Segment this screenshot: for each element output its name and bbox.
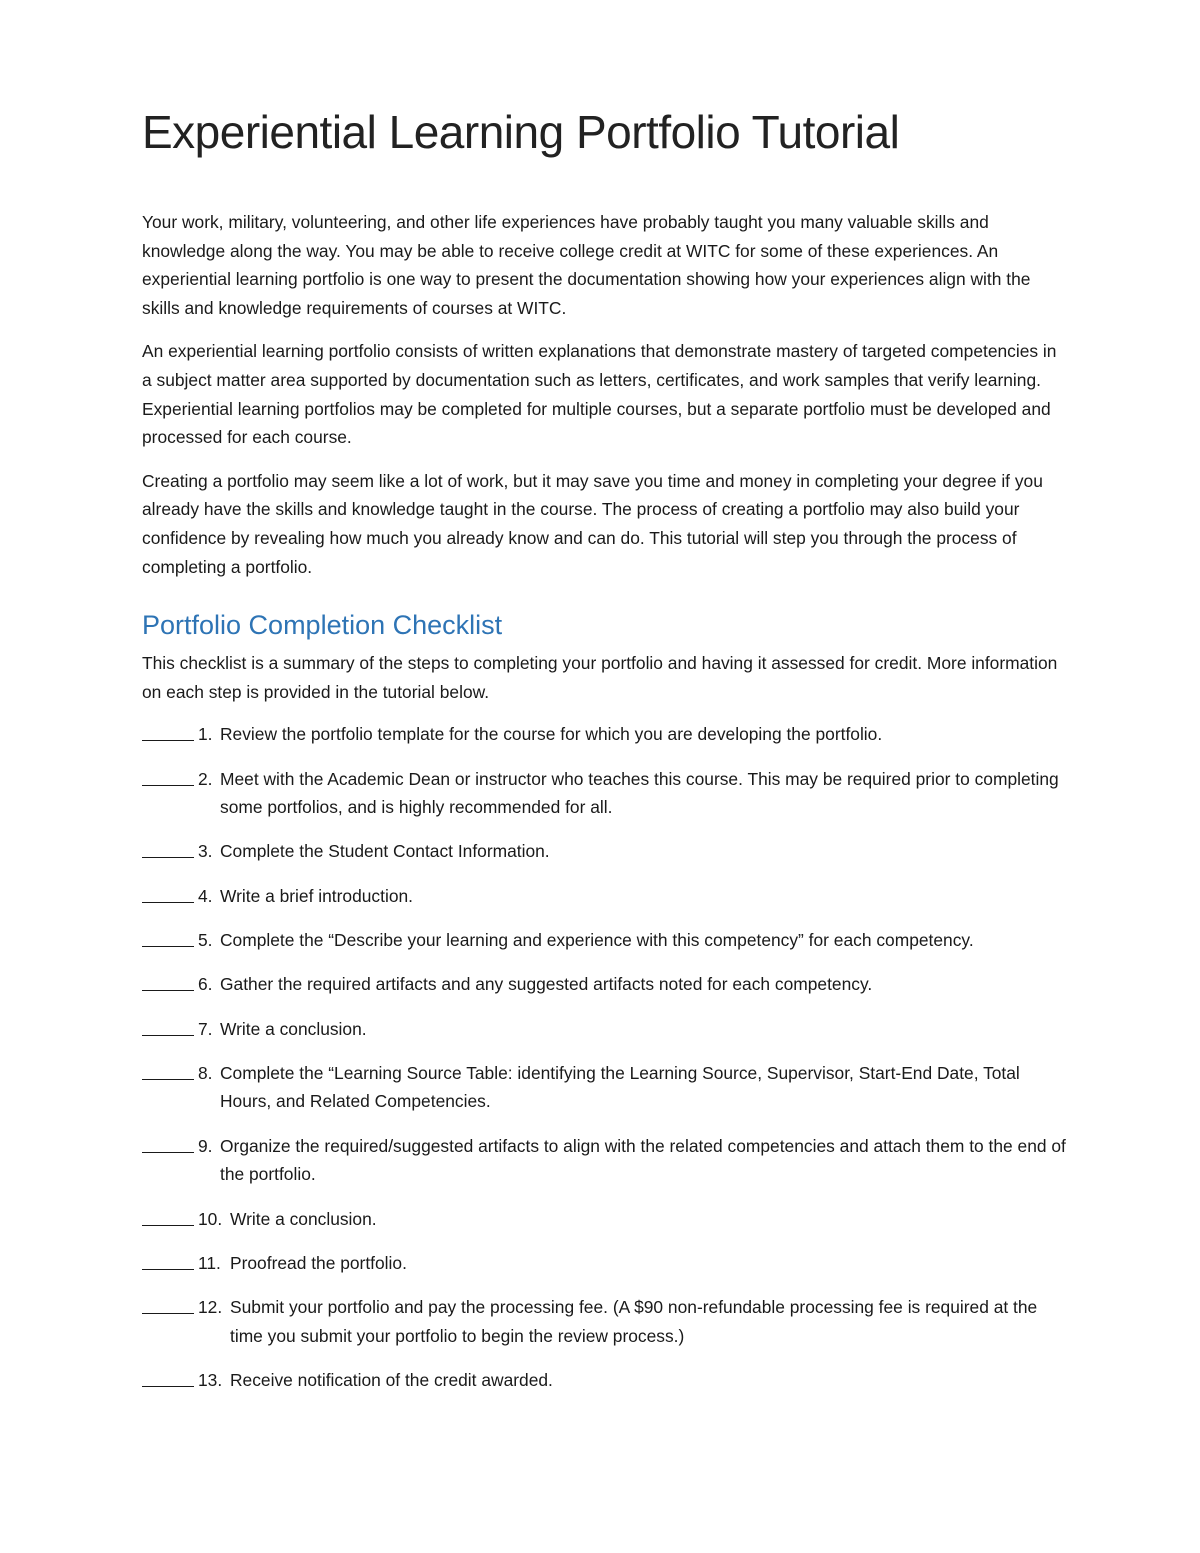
check-blank[interactable] <box>142 1059 194 1080</box>
item-text: Review the portfolio template for the course for which you are developing the portfolio. <box>220 724 883 745</box>
item-text: Complete the Student Contact Information. <box>220 841 550 862</box>
checklist-item <box>142 837 1067 866</box>
check-blank[interactable] <box>142 882 194 903</box>
checklist-item <box>142 720 1067 749</box>
check-blank[interactable] <box>142 1366 194 1387</box>
item-number: 12. <box>198 1297 223 1318</box>
item-text: Complete the “Describe your learning and experience with this competency” for each competency. <box>220 930 974 951</box>
checklist-item <box>142 1205 1067 1234</box>
check-blank[interactable] <box>142 1132 194 1153</box>
item-number: 5. <box>198 930 213 951</box>
item-number: 13. <box>198 1370 223 1391</box>
checklist-item <box>142 1293 1067 1350</box>
item-number: 6. <box>198 974 213 995</box>
intro-paragraph-1: Your work, military, volunteering, and other life experiences have probably taught you many valuable skills and knowledge along the way. You may be able to receive college credit at WITC for some of these experiences. An experiential learning portfolio is one way to present the documentation showing how your experiences align with the skills and knowledge requirements of courses at WITC. <box>142 212 1031 318</box>
item-number: 7. <box>198 1018 213 1039</box>
item-number: 11. <box>198 1252 221 1273</box>
checklist-item <box>142 970 1067 999</box>
intro-paragraph-3: Creating a portfolio may seem like a lot of work, but it may save you time and money in completing your degree if you already have the skills and knowledge taught in the course. The process of creating a portfolio may also build your confidence by revealing how much you already know and can do. This tutorial will step you through the process of completing a portfolio. <box>142 470 1043 577</box>
item-number: 3. <box>198 841 213 862</box>
document-page <box>142 100 1067 1410</box>
item-text: Write a brief introduction. <box>220 885 413 906</box>
item-number: 10. <box>198 1208 223 1229</box>
item-text: Meet with the Academic Dean or instructor who teaches this course. This may be required prior to completing some portfolios, and is highly recommended for all. <box>220 768 1059 818</box>
checklist <box>142 720 1067 1394</box>
check-blank[interactable] <box>142 970 194 991</box>
item-number: 1. <box>198 724 213 745</box>
item-number: 4. <box>198 885 213 906</box>
item-text: Gather the required artifacts and any suggested artifacts noted for each competency. <box>220 974 873 995</box>
item-text: Submit your portfolio and pay the processing fee. (A $90 non-refundable processing fee is required at the time you submit your portfolio to begin the review process.) <box>230 1297 1038 1346</box>
check-blank[interactable] <box>142 837 194 858</box>
item-text: Organize the required/suggested artifacts to align with the related competencies and attach them to the end of the portfolio. <box>220 1135 1066 1185</box>
checklist-item <box>142 926 1067 955</box>
check-blank[interactable] <box>142 926 194 947</box>
document-title: Experiential Learning Portfolio Tutorial <box>142 106 900 158</box>
check-blank[interactable] <box>142 1249 194 1270</box>
item-number: 9. <box>198 1135 213 1156</box>
item-text: Complete the “Learning Source Table: identifying the Learning Source, Supervisor, Start-End Date, Total Hours, and Related Competencies. <box>220 1062 1020 1112</box>
checklist-item <box>142 1366 1067 1395</box>
check-blank[interactable] <box>142 720 194 741</box>
item-number: 8. <box>198 1062 213 1083</box>
checklist-item <box>142 1132 1067 1189</box>
item-text: Proofread the portfolio. <box>230 1252 407 1273</box>
checklist-item <box>142 1059 1067 1116</box>
item-text: Write a conclusion. <box>220 1018 367 1039</box>
checklist-item <box>142 1015 1067 1044</box>
item-text: Write a conclusion. <box>230 1208 377 1229</box>
intro-paragraph-2: An experiential learning portfolio consists of written explanations that demonstrate mastery of targeted competencies in a subject matter area supported by documentation such as letters, certificates, and work samples that verify learning. Experiential learning portfolios may be completed for multiple courses, but a separate portfolio must be developed and processed for each course. <box>142 341 1057 448</box>
item-text: Receive notification of the credit awarded. <box>230 1370 553 1391</box>
checklist-item <box>142 1249 1067 1278</box>
check-blank[interactable] <box>142 1205 194 1226</box>
checklist-intro: This checklist is a summary of the steps to completing your portfolio and having it assessed for credit. More information on each step is provided in the tutorial below. <box>142 653 1058 702</box>
checklist-item <box>142 765 1067 822</box>
check-blank[interactable] <box>142 765 194 786</box>
checklist-item <box>142 882 1067 911</box>
checklist-heading: Portfolio Completion Checklist <box>142 610 503 641</box>
check-blank[interactable] <box>142 1293 194 1314</box>
item-number: 2. <box>198 768 213 789</box>
check-blank[interactable] <box>142 1015 194 1036</box>
